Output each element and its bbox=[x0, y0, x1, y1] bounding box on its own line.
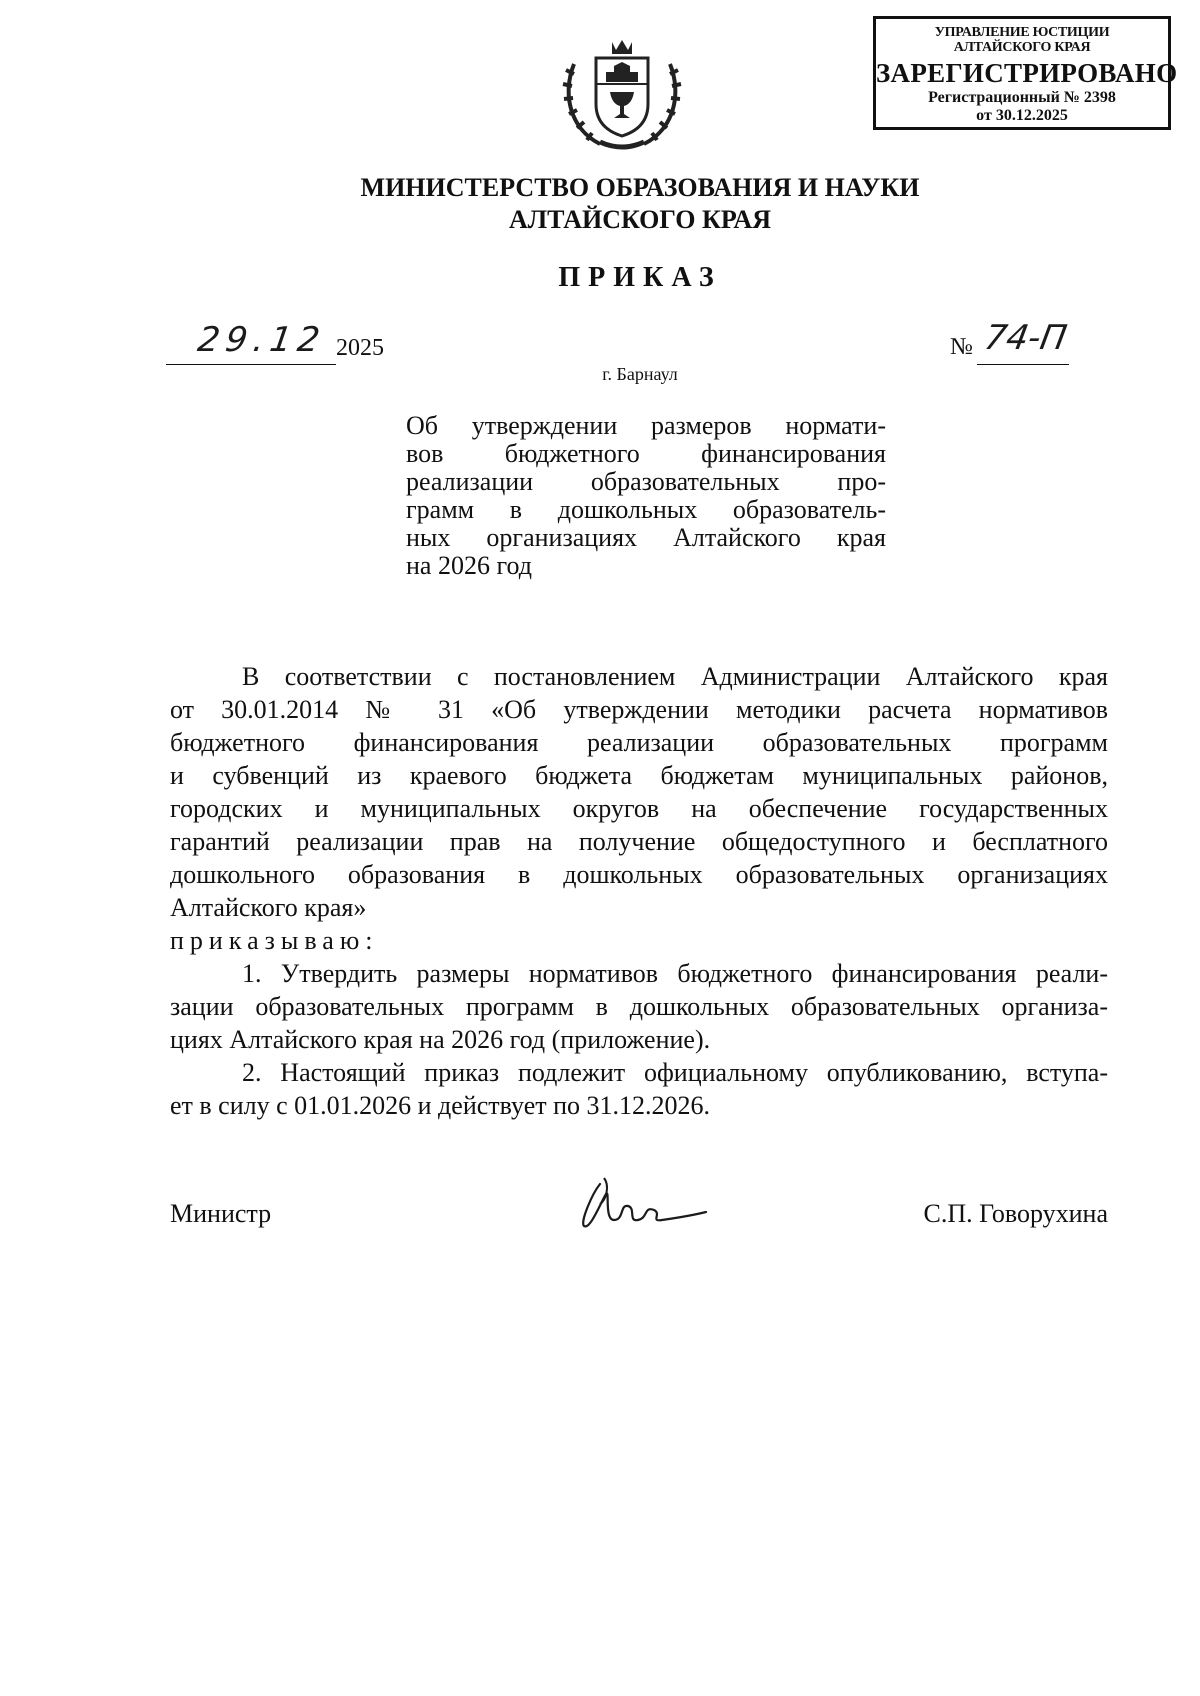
date-handwritten: 29.12 bbox=[195, 320, 329, 360]
preamble-line: дошкольного образования в дошкольных образовательных организациях bbox=[170, 860, 1108, 889]
city: г. Барнаул bbox=[602, 364, 678, 384]
signer-name: С.П. Говорухина bbox=[923, 1199, 1108, 1228]
title-line: грамм в дошкольных образователь- bbox=[406, 495, 886, 524]
stamp-authority-line2: АЛТАЙСКОГО КРАЯ bbox=[953, 40, 1091, 55]
title-line: вов бюджетного финансирования bbox=[406, 439, 886, 468]
item-line: ет в силу с 01.01.2026 и действует по 31.12.2026. bbox=[170, 1091, 711, 1120]
stamp-authority-line1: УПРАВЛЕНИЕ ЮСТИЦИИ bbox=[934, 25, 1110, 40]
item-line: 2. Настоящий приказ подлежит официальному опубликованию, вступа- bbox=[242, 1058, 1108, 1087]
stamp-status: ЗАРЕГИСТРИРОВАНО bbox=[876, 58, 1178, 88]
item-line: циях Алтайского края на 2026 год (приложение). bbox=[170, 1025, 711, 1054]
preamble-line: бюджетного финансирования реализации образовательных программ bbox=[170, 728, 1108, 757]
order-item-2 bbox=[170, 1056, 1108, 1122]
preamble bbox=[170, 660, 1108, 924]
coat-of-arms-icon bbox=[560, 34, 684, 152]
stamp-reg-date: от 30.12.2025 bbox=[976, 107, 1068, 124]
title-line: на 2026 год bbox=[406, 551, 532, 580]
number-handwritten: 74-П bbox=[981, 318, 1070, 358]
preamble-line: от 30.01.2014 № 31 «Об утверждении методики расчета нормативов bbox=[170, 695, 1108, 724]
preamble-line: и субвенций из краевого бюджета бюджетам муниципальных районов, bbox=[170, 761, 1108, 790]
document-type: ПРИКАЗ bbox=[558, 262, 722, 293]
item-line: 1. Утвердить размеры нормативов бюджетного финансирования реали- bbox=[242, 959, 1108, 988]
title-line: реализации образовательных про- bbox=[406, 467, 886, 496]
title-line: Об утверждении размеров нормати- bbox=[406, 411, 886, 440]
preamble-line: городских и муниципальных округов на обеспечение государственных bbox=[170, 794, 1108, 823]
signer-title: Министр bbox=[170, 1199, 272, 1228]
item-line: зации образовательных программ в дошкольных образовательных организа- bbox=[170, 992, 1108, 1021]
ministry-name bbox=[0, 172, 1200, 236]
title-line: ных организациях Алтайского края bbox=[406, 523, 886, 552]
order-item-1 bbox=[170, 957, 1108, 1056]
stamp-reg-number: Регистрационный № 2398 bbox=[928, 89, 1116, 106]
registration-stamp bbox=[873, 16, 1178, 130]
preamble-line: В соответствии с постановлением Администрации Алтайского края bbox=[242, 662, 1108, 691]
document-body bbox=[170, 660, 1108, 1122]
number-label: № bbox=[950, 334, 973, 360]
ministry-name-line1: МИНИСТЕРСТВО ОБРАЗОВАНИЯ И НАУКИ bbox=[360, 173, 920, 202]
preamble-line: гарантий реализации прав на получение общедоступного и бесплатного bbox=[170, 827, 1108, 856]
date-year: 2025 bbox=[336, 335, 384, 361]
preamble-line: Алтайского края» bbox=[170, 893, 367, 922]
order-word: приказываю: bbox=[170, 926, 379, 955]
signature-icon bbox=[570, 1164, 710, 1244]
ministry-name-line2: АЛТАЙСКОГО КРАЯ bbox=[509, 205, 771, 234]
document-title bbox=[406, 412, 886, 580]
